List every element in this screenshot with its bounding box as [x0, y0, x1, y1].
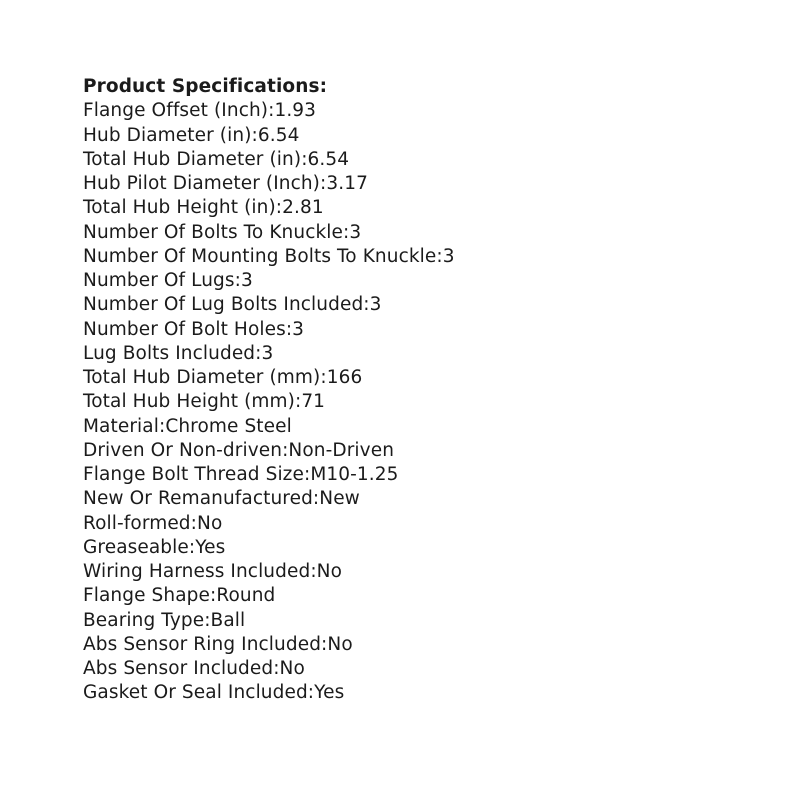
spec-row: Gasket Or Seal Included:Yes	[83, 682, 345, 704]
spec-row: Number Of Bolts To Knuckle:3	[83, 221, 362, 243]
spec-label: Flange Shape	[83, 585, 210, 607]
spec-value: 3.17	[326, 173, 368, 194]
spec-label: Total Hub Diameter (in)	[83, 148, 302, 170]
spec-row: Hub Diameter (in):6.54	[83, 124, 300, 146]
spec-row: Total Hub Diameter (mm):166	[83, 367, 363, 388]
spec-label: Wiring Harness Included	[83, 561, 311, 582]
spec-value: 3	[349, 221, 362, 243]
spec-value: 2.81	[282, 197, 324, 219]
spec-row: Lug Bolts Included:3	[83, 342, 274, 364]
spec-row: Greaseable:Yes	[83, 536, 226, 558]
spec-row: Roll-formed:No	[83, 512, 223, 534]
spec-row: Number Of Mounting Bolts To Knuckle:3	[83, 245, 455, 267]
spec-label: Hub Diameter (in)	[83, 124, 252, 146]
spec-row: New Or Remanufactured:New	[83, 488, 360, 510]
spec-row: Driven Or Non-driven:Non-Driven	[83, 439, 395, 461]
spec-value: No	[197, 512, 223, 534]
spec-value: Ball	[210, 609, 246, 631]
spec-value: Yes	[314, 682, 345, 704]
spec-label: Total Hub Diameter (mm)	[83, 367, 321, 388]
spec-row: Hub Pilot Diameter (Inch):3.17	[83, 173, 368, 194]
spec-value: No	[327, 633, 353, 655]
spec-value: 3	[292, 318, 305, 340]
spec-label: Driven Or Non-driven	[83, 439, 283, 461]
spec-row: Abs Sensor Ring Included:No	[83, 633, 353, 655]
spec-value: 3	[261, 342, 274, 364]
spec-label: Total Hub Height (in)	[83, 197, 276, 219]
spec-value: 1.93	[274, 100, 317, 122]
spec-label: Greaseable	[83, 536, 189, 558]
spec-title: Product Specifications:	[83, 76, 328, 97]
spec-label: Abs Sensor Included	[83, 658, 274, 679]
spec-label: Number Of Lug Bolts Included	[83, 294, 364, 316]
spec-row: Number Of Lug Bolts Included:3	[83, 294, 382, 316]
spec-value: Round	[216, 585, 276, 607]
spec-sheet	[83, 75, 733, 706]
spec-value: 3	[369, 294, 382, 316]
spec-label: Total Hub Height (mm)	[83, 391, 295, 413]
spec-label: Roll-formed	[83, 512, 191, 534]
spec-value: 3	[442, 245, 455, 267]
spec-label: Abs Sensor Ring Included	[83, 633, 322, 655]
spec-label: Bearing Type	[83, 609, 205, 631]
spec-value: Chrome Steel	[165, 415, 292, 437]
spec-value: New	[319, 488, 360, 510]
spec-value: 71	[301, 391, 326, 413]
spec-row: Flange Offset (Inch):1.93	[83, 100, 317, 122]
spec-row: Total Hub Diameter (in):6.54	[83, 148, 350, 170]
spec-value: No	[279, 658, 305, 679]
spec-label: Number Of Mounting Bolts To Knuckle	[83, 245, 437, 267]
spec-label: Lug Bolts Included	[83, 342, 256, 364]
spec-label: Number Of Lugs	[83, 270, 235, 291]
spec-row: Bearing Type:Ball	[83, 609, 246, 631]
spec-row: Total Hub Height (mm):71	[83, 391, 326, 413]
spec-row: Flange Shape:Round	[83, 585, 276, 607]
spec-label: Gasket Or Seal Included	[83, 682, 308, 704]
spec-row: Wiring Harness Included:No	[83, 561, 343, 582]
spec-value: 6.54	[257, 124, 300, 146]
spec-label: New Or Remanufactured	[83, 488, 313, 510]
spec-row: Abs Sensor Included:No	[83, 658, 305, 679]
spec-label: Number Of Bolts To Knuckle	[83, 221, 344, 243]
spec-row: Total Hub Height (in):2.81	[83, 197, 324, 219]
spec-value: M10-1.25	[310, 464, 399, 485]
spec-row: Material:Chrome Steel	[83, 415, 292, 437]
spec-label: Flange Offset (Inch)	[83, 100, 269, 122]
spec-label: Material	[83, 415, 159, 437]
spec-label: Number Of Bolt Holes	[83, 318, 286, 340]
spec-label: Hub Pilot Diameter (Inch)	[83, 173, 321, 194]
spec-list	[83, 99, 733, 705]
spec-value: Yes	[195, 536, 226, 558]
spec-value: 166	[326, 367, 363, 388]
spec-row: Number Of Lugs:3	[83, 270, 253, 291]
spec-value: 3	[240, 270, 253, 291]
spec-row: Flange Bolt Thread Size:M10-1.25	[83, 464, 399, 485]
spec-row: Number Of Bolt Holes:3	[83, 318, 305, 340]
spec-value: Non-Driven	[288, 439, 395, 461]
spec-value: 6.54	[307, 148, 350, 170]
spec-label: Flange Bolt Thread Size	[83, 464, 304, 485]
spec-value: No	[316, 561, 343, 582]
